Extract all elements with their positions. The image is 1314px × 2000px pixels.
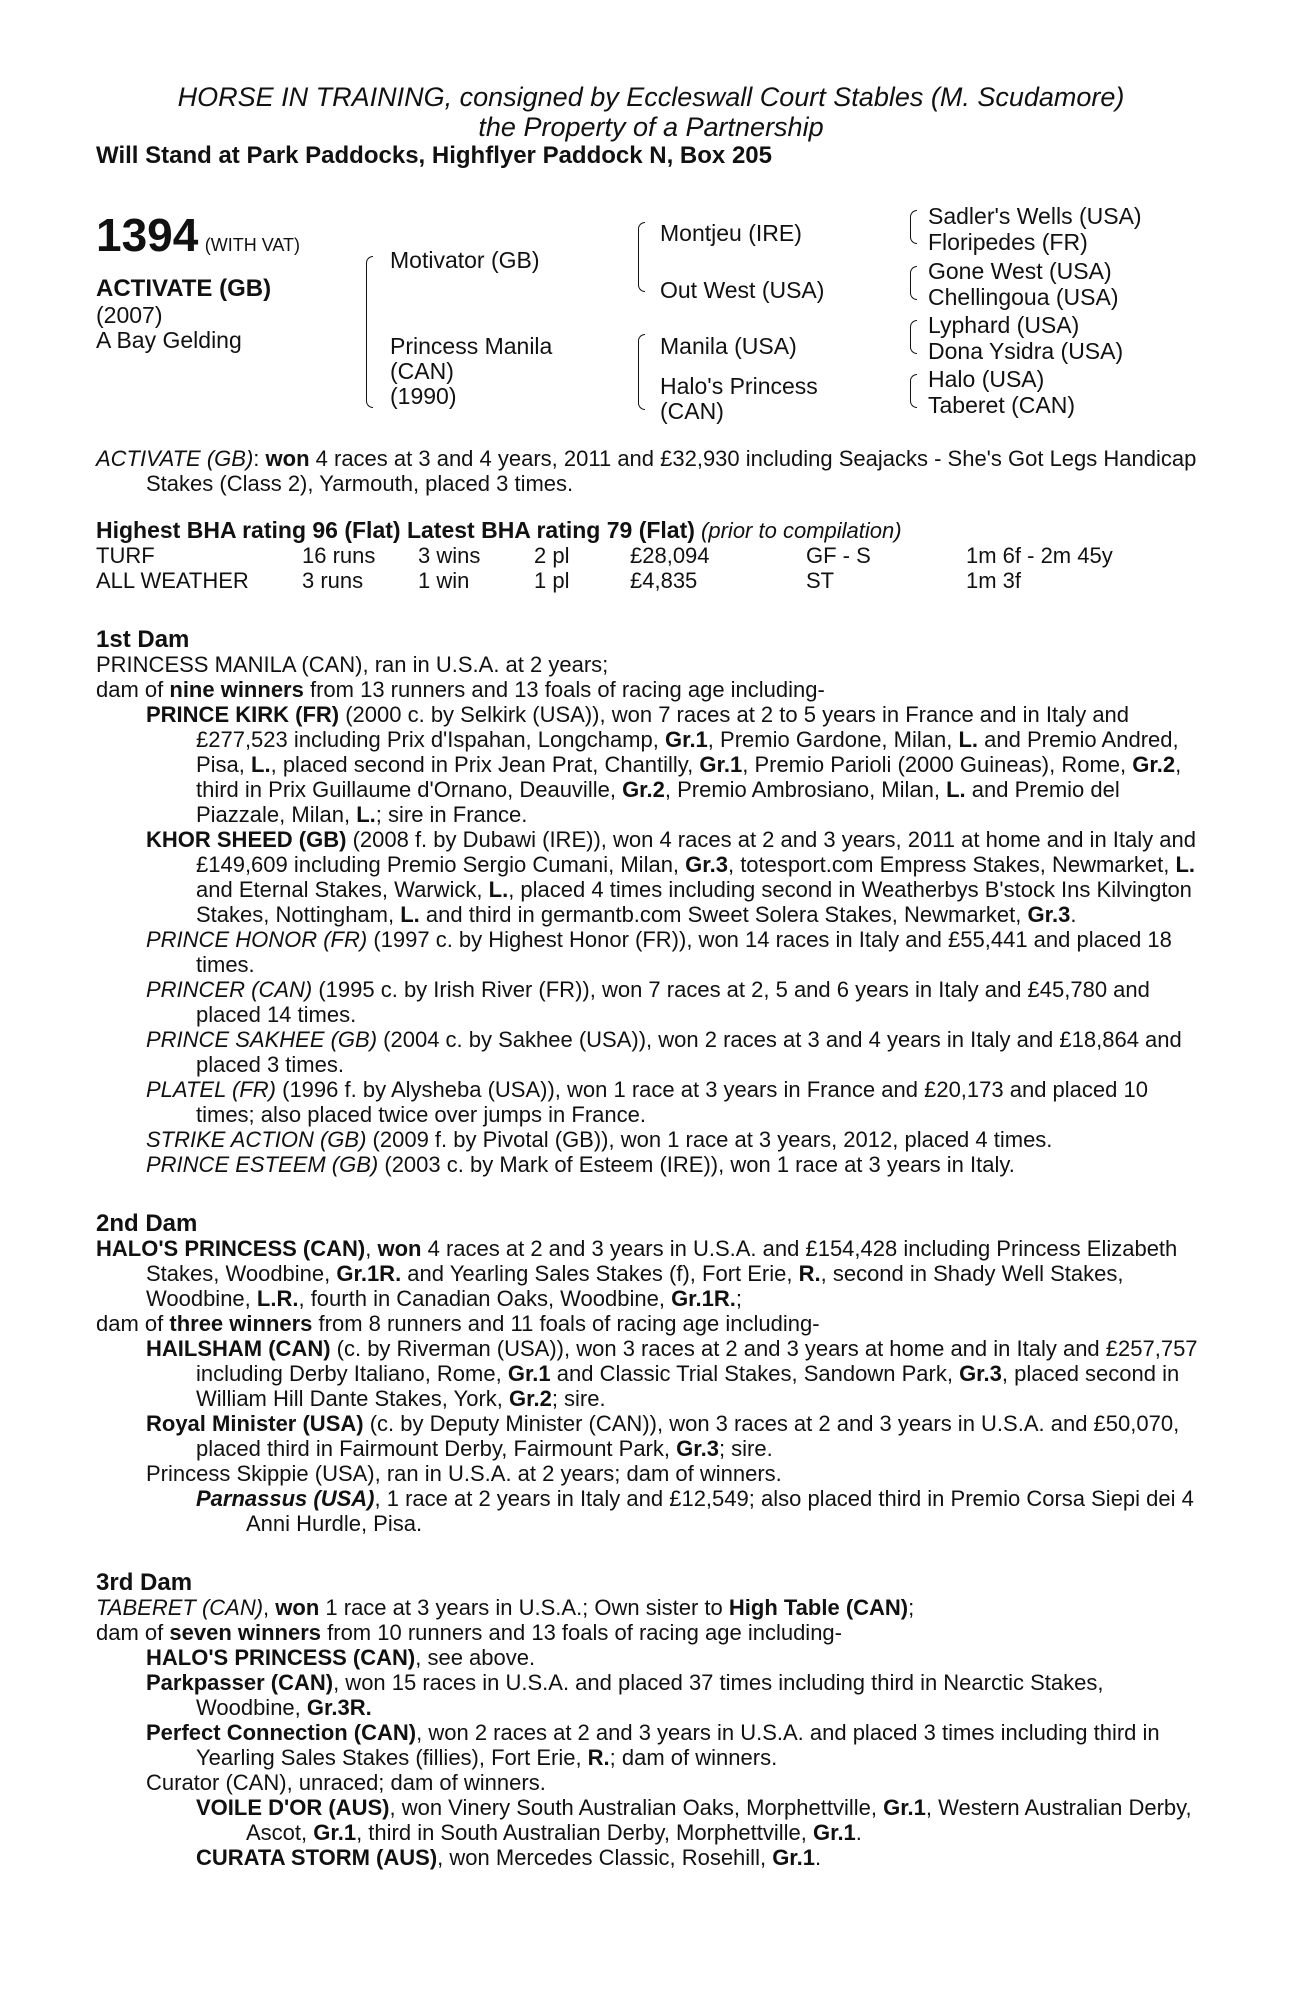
consignor-line: HORSE IN TRAINING, consigned by Eccleswall Court Stables (M. Scudamore) (177, 82, 1125, 112)
pedigree-brace (910, 320, 917, 354)
pedigree-block (96, 204, 1206, 434)
catalogue-page (96, 82, 1206, 1870)
sire-dam: Out West (USA) (660, 277, 825, 303)
horse-description: A Bay Gelding (96, 327, 242, 353)
dam-dam-sire: Halo (USA) (928, 366, 1045, 392)
list-item: HALO'S PRINCESS (CAN), see above. (146, 1645, 536, 1670)
stand-line: Will Stand at Park Paddocks, Highflyer Paddock N, Box 205 (96, 142, 772, 169)
pedigree-brace (366, 256, 373, 408)
dam-line1: Princess Manila (390, 333, 553, 359)
first-dam-intro: PRINCESS MANILA (CAN), ran in U.S.A. at 2 years; (96, 652, 609, 677)
dam-line3: (1990) (390, 383, 457, 409)
dam-dam-dam: Taberet (CAN) (928, 392, 1075, 418)
pedigree-brace (638, 222, 645, 292)
sire-sire-sire: Sadler's Wells (USA) (928, 203, 1142, 229)
dam-sire: Manila (USA) (660, 333, 797, 359)
second-dam-produce-line: dam of three winners from 8 runners and 11 foals of racing age including- (96, 1311, 820, 1336)
dam-line2: (CAN) (390, 358, 454, 384)
first-dam-produce-line: dam of nine winners from 13 runners and 13 foals of racing age including- (96, 677, 825, 702)
first-dam-heading: 1st Dam (96, 626, 190, 653)
sire-dam-dam: Chellingoua (USA) (928, 284, 1119, 310)
sire-sire: Montjeu (IRE) (660, 220, 802, 246)
pedigree-brace (638, 334, 645, 410)
sire: Motivator (GB) (390, 247, 540, 273)
rating-line: Highest BHA rating 96 (Flat) Latest BHA rating 79 (Flat) (prior to compilation) (96, 517, 902, 543)
second-dam-intro: HALO'S PRINCESS (CAN), won 4 races at 2 and 3 years in U.S.A. and £154,428 including Princess Elizabeth Stakes, Woodbine, Gr.1R. and Yearling Sales Stakes (f), Fort Erie, R., second in Shady Well Stakes, Woodbine, L.R., fourth in Canadian Oaks, Woodbine, Gr.1R.; (96, 1236, 1178, 1311)
dam-sire-sire: Lyphard (USA) (928, 312, 1080, 338)
dam-dam-line1: Halo's Princess (660, 373, 818, 399)
list-item: CURATA STORM (AUS), won Mercedes Classic, Rosehill, Gr.1. (196, 1845, 822, 1870)
table-row: TURF 16 runs 3 wins 2 pl £28,094 GF - S 1m 6f - 2m 45y (96, 543, 1113, 568)
list-item: Perfect Connection (CAN), won 2 races at 2 and 3 years in U.S.A. and placed 3 times including third in Yearling Sales Stakes (fillies), Fort Erie, R.; dam of winners. (146, 1720, 1160, 1770)
list-item: HAILSHAM (CAN) (c. by Riverman (USA)), won 3 races at 2 and 3 years at home and in Italy and £257,757 including Derby Italiano, Rome, Gr.1 and Classic Trial Stakes, Sandown Park, Gr.3, placed second in William Hill Dante Stakes, York, Gr.2; sire. (146, 1336, 1198, 1411)
list-item: PRINCE KIRK (FR) (2000 c. by Selkirk (USA)), won 7 races at 2 to 5 years in France and in Italy and £277,523 including Prix d'Ispahan, Longchamp, Gr.1, Premio Gardone, Milan, L. and Premio Andred, Pisa, L., placed second in Prix Jean Prat, Chantilly, Gr.1, Premio Parioli (2000 Guineas), Rome, Gr.2, third in Prix Guillaume d'Ornano, Deauville, Gr.2, Premio Ambrosiano, Milan, L. and Premio del Piazzale, Milan, L.; sire in France. (146, 702, 1182, 827)
list-item: PRINCE ESTEEM (GB) (2003 c. by Mark of Esteem (IRE)), won 1 race at 3 years in Italy. (146, 1152, 1015, 1177)
list-item: Parkpasser (CAN), won 15 races in U.S.A. and placed 37 times including third in Nearctic Stakes, Woodbine, Gr.3R. (146, 1670, 1104, 1720)
list-item: Parnassus (USA), 1 race at 2 years in Italy and £12,549; also placed third in Premio Corsa Siepi dei 4 Anni Hurdle, Pisa. (196, 1486, 1194, 1536)
race-summary: ACTIVATE (GB): won 4 races at 3 and 4 years, 2011 and £32,930 including Seajacks - She's Got Legs Handicap Stakes (Class 2), Yarmouth, placed 3 times. (96, 446, 1197, 496)
horse-name: ACTIVATE (GB) (96, 275, 272, 302)
lot-number: 1394 (96, 209, 199, 261)
vat-note: (WITH VAT) (204, 235, 301, 255)
race-record-table (96, 543, 1113, 593)
pedigree-brace (910, 266, 917, 300)
list-item: Royal Minister (USA) (c. by Deputy Minister (CAN)), won 3 races at 2 and 3 years in U.S.A. and £50,070, placed third in Fairmount Derby, Fairmount Park, Gr.3; sire. (146, 1411, 1180, 1461)
lot-heading (96, 209, 301, 261)
list-item: STRIKE ACTION (GB) (2009 f. by Pivotal (GB)), won 1 race at 3 years, 2012, placed 4 times. (146, 1127, 1053, 1152)
property-line: the Property of a Partnership (478, 112, 824, 142)
table-row: ALL WEATHER 3 runs 1 win 1 pl £4,835 ST 1m 3f (96, 568, 1022, 593)
list-item: KHOR SHEED (GB) (2008 f. by Dubawi (IRE)), won 4 races at 2 and 3 years, 2011 at home and in Italy and £149,609 including Premio Sergio Cumani, Milan, Gr.3, totesport.com Empress Stakes, Newmarket, L. and Eternal Stakes, Warwick, L., placed 4 times including second in Weatherbys B'stock Ins Kilvington Stakes, Nottingham, L. and third in germantb.com Sweet Solera Stakes, Newmarket, Gr.3. (146, 827, 1196, 927)
dam-sire-dam: Dona Ysidra (USA) (928, 338, 1124, 364)
foaling-year: (2007) (96, 302, 163, 328)
dam-dam-line2: (CAN) (660, 398, 724, 424)
third-dam-intro: TABERET (CAN), won 1 race at 3 years in U.S.A.; Own sister to High Table (CAN); (96, 1595, 915, 1620)
third-dam-heading: 3rd Dam (96, 1569, 193, 1596)
sire-dam-sire: Gone West (USA) (928, 258, 1112, 284)
list-item: Princess Skippie (USA), ran in U.S.A. at 2 years; dam of winners. (146, 1461, 782, 1486)
pedigree-brace (910, 374, 917, 408)
list-item: PRINCER (CAN) (1995 c. by Irish River (FR)), won 7 races at 2, 5 and 6 years in Italy and £45,780 and placed 14 times. (146, 977, 1150, 1027)
list-item: Curator (CAN), unraced; dam of winners. (146, 1770, 546, 1795)
pedigree-brace (910, 210, 917, 244)
list-item: PLATEL (FR) (1996 f. by Alysheba (USA)), won 1 race at 3 years in France and £20,173 and placed 10 times; also placed twice over jumps in France. (146, 1077, 1148, 1127)
third-dam-produce-line: dam of seven winners from 10 runners and 13 foals of racing age including- (96, 1620, 842, 1645)
list-item: VOILE D'OR (AUS), won Vinery South Australian Oaks, Morphettville, Gr.1, Western Australian Derby, Ascot, Gr.1, third in South Australian Derby, Morphettville, Gr.1. (196, 1795, 1192, 1845)
second-dam-heading: 2nd Dam (96, 1210, 198, 1237)
list-item: PRINCE HONOR (FR) (1997 c. by Highest Honor (FR)), won 14 races in Italy and £55,441 and placed 18 times. (146, 927, 1172, 977)
list-item: PRINCE SAKHEE (GB) (2004 c. by Sakhee (USA)), won 2 races at 3 and 4 years in Italy and £18,864 and placed 3 times. (146, 1027, 1182, 1077)
sire-sire-dam: Floripedes (FR) (928, 229, 1088, 255)
